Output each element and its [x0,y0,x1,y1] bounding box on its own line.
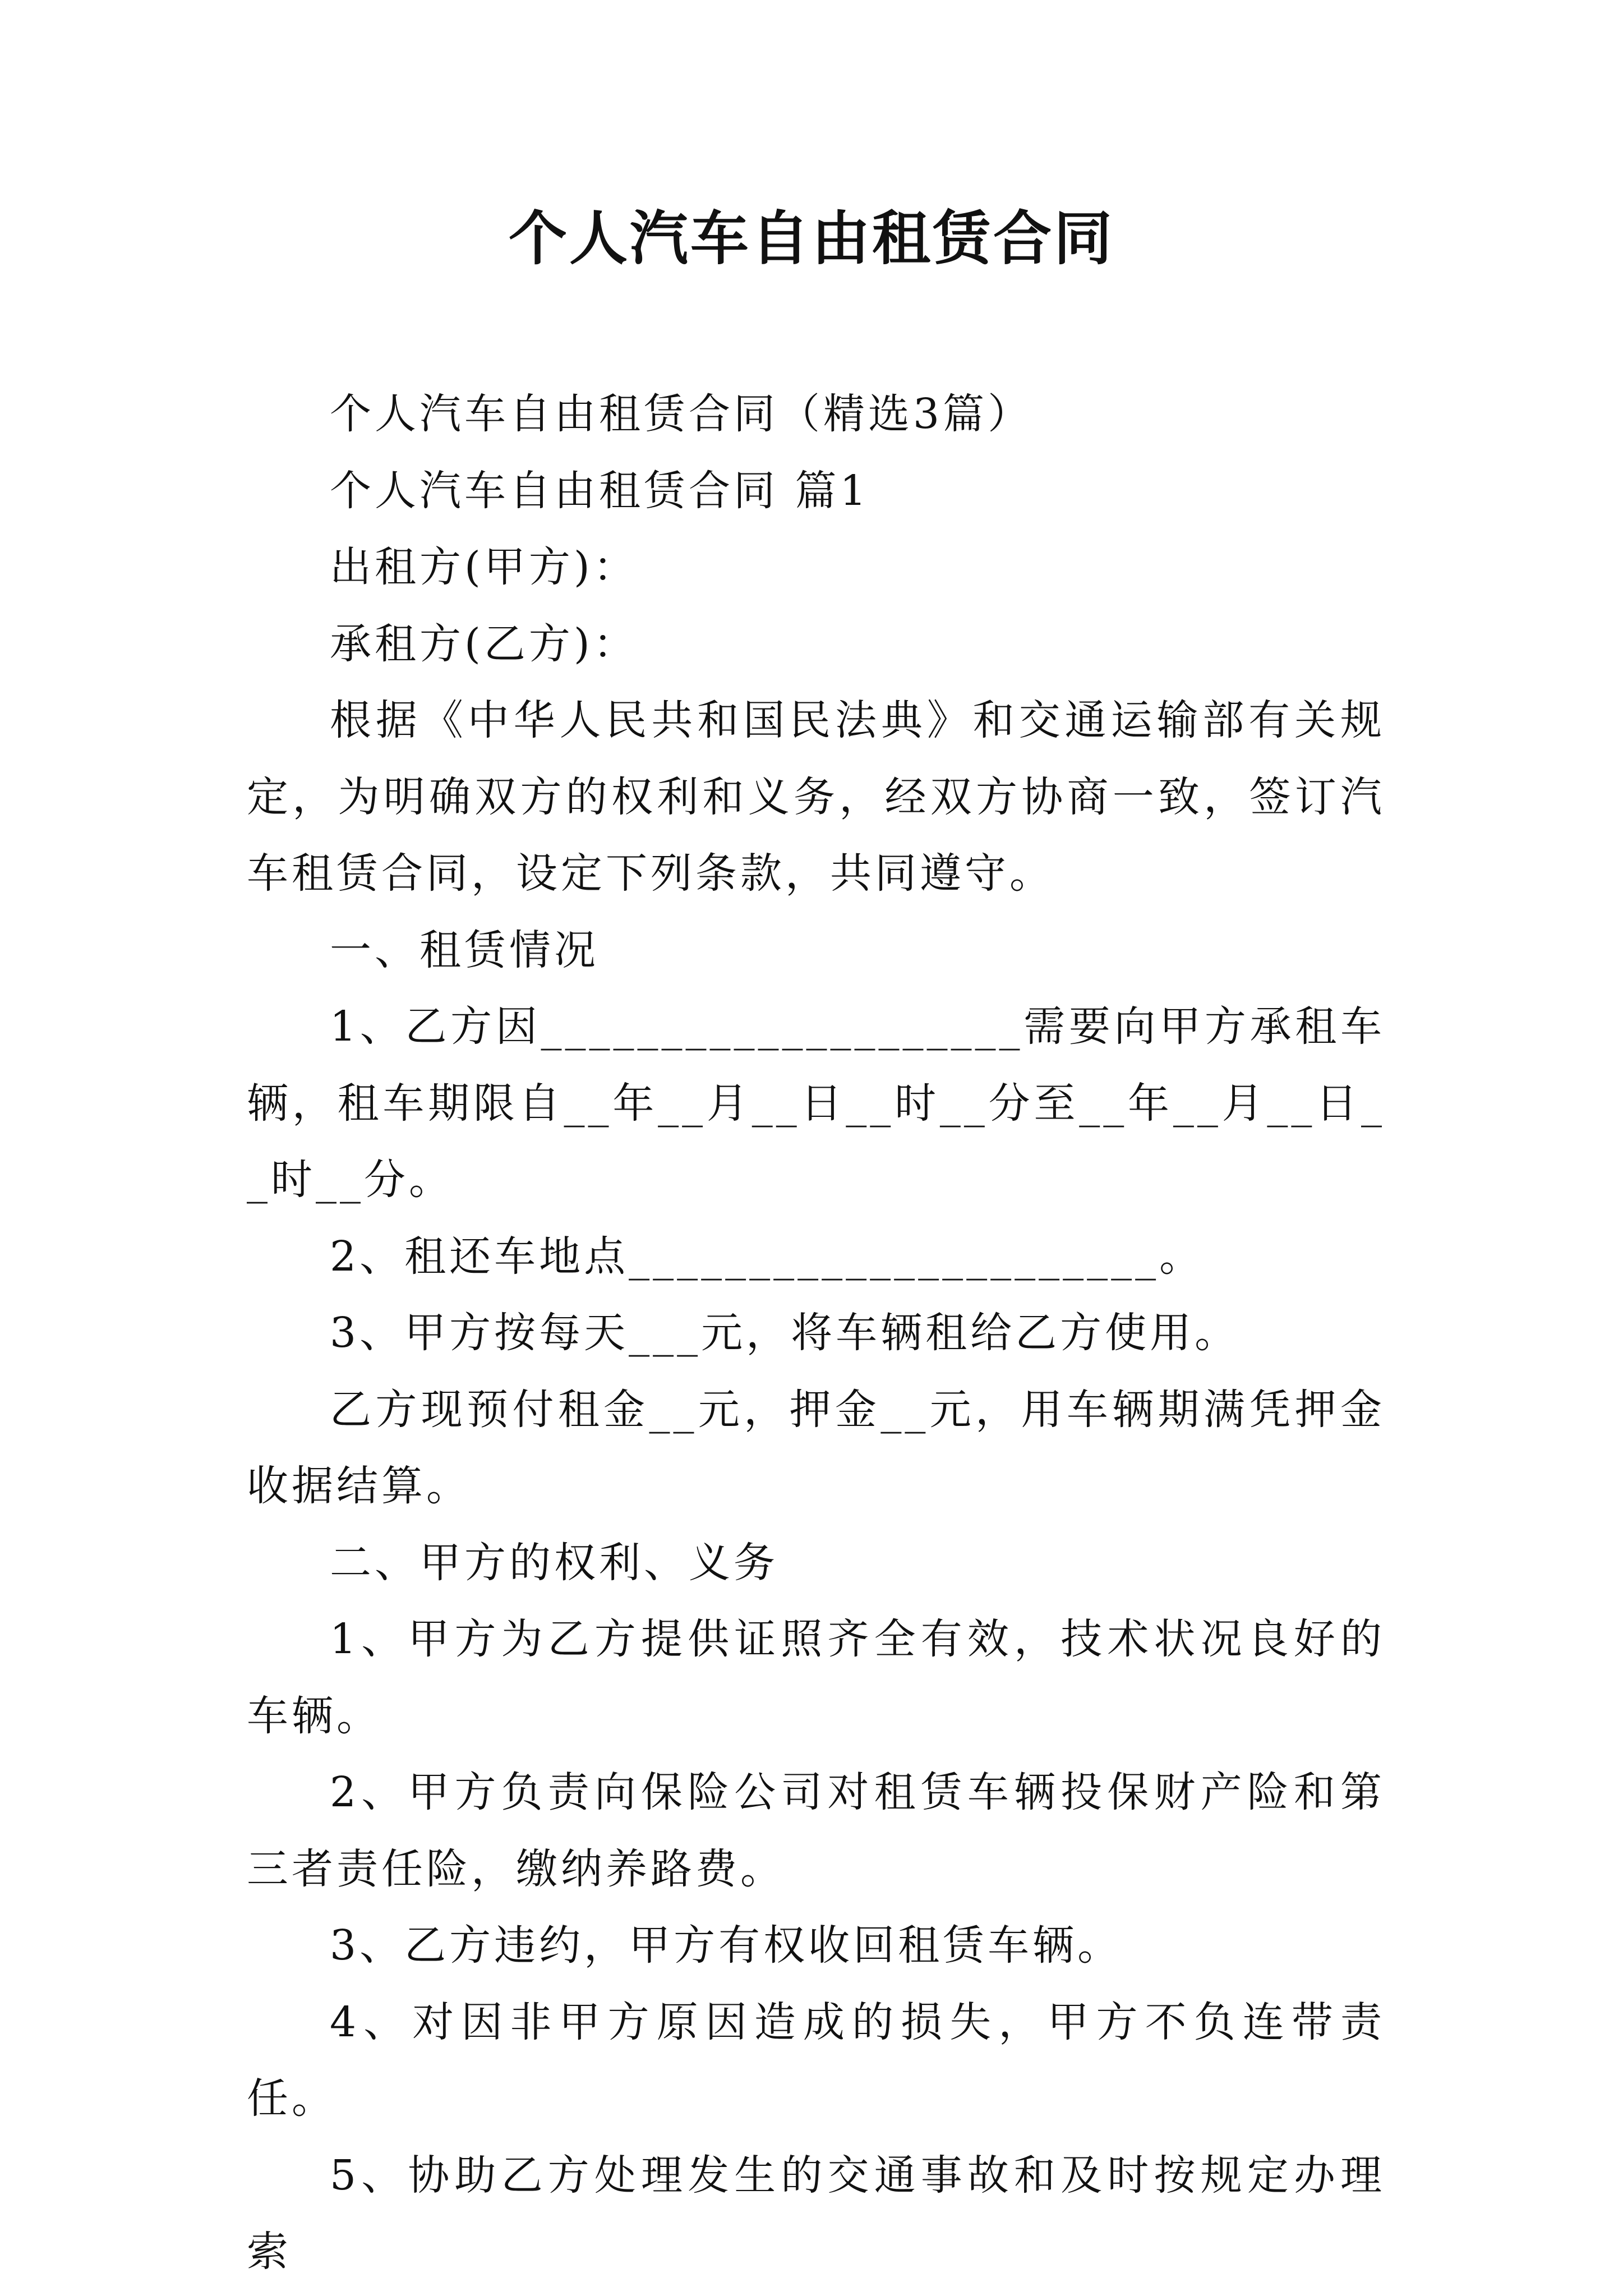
paragraph-clause-1-deposit: 乙方现预付租金__元，押金__元，用车辆期满凭押金收据结算。 [247,1385,1385,1510]
paragraph-subtitle: 个人汽车自由租赁合同（精选3篇） [330,390,1033,438]
paragraph-heading-rental: 一、租赁情况 [330,926,599,974]
paragraph-clause-1-3: 3、甲方按每天___元，将车辆租给乙方使用。 [330,1309,1240,1357]
paragraph-clause-1-2: 2、租还车地点______________________。 [330,1232,1205,1281]
paragraph-heading-lessor-rights: 二、甲方的权利、义务 [330,1538,778,1587]
paragraph-preamble: 根据《中华人民共和国民法典》和交通运输部有关规定，为明确双方的权利和义务，经双方协商一致，签订汽车租赁合同，设定下列条款，共同遵守。 [247,696,1385,898]
document-body [247,376,1385,2290]
document-title: 个人汽车自由租赁合同 [508,204,1114,273]
paragraph-clause-2-4: 4、对因非甲方原因造成的损失，甲方不负连带责任。 [247,1998,1385,2123]
paragraph-lessor: 出租方(甲方)： [330,543,638,591]
paragraph-section-heading: 个人汽车自由租赁合同 篇1 [330,466,870,515]
paragraph-clause-2-5: 5、协助乙方处理发生的交通事故和及时按规定办理索 [247,2151,1385,2276]
paragraph-clause-1-1: 1、乙方因____________________需要向甲方承租车辆，租车期限自__年__月__日__时__分至__年__月__日__时__分。 [247,1002,1385,1204]
paragraph-clause-2-1: 1、甲方为乙方提供证照齐全有效，技术状况良好的车辆。 [247,1615,1385,1740]
paragraph-lessee: 承租方(乙方)： [330,619,638,668]
paragraph-clause-2-2: 2、甲方负责向保险公司对租赁车辆投保财产险和第三者责任险，缴纳养路费。 [247,1768,1385,1893]
paragraph-clause-2-3: 3、乙方违约，甲方有权收回租赁车辆。 [330,1921,1123,1970]
